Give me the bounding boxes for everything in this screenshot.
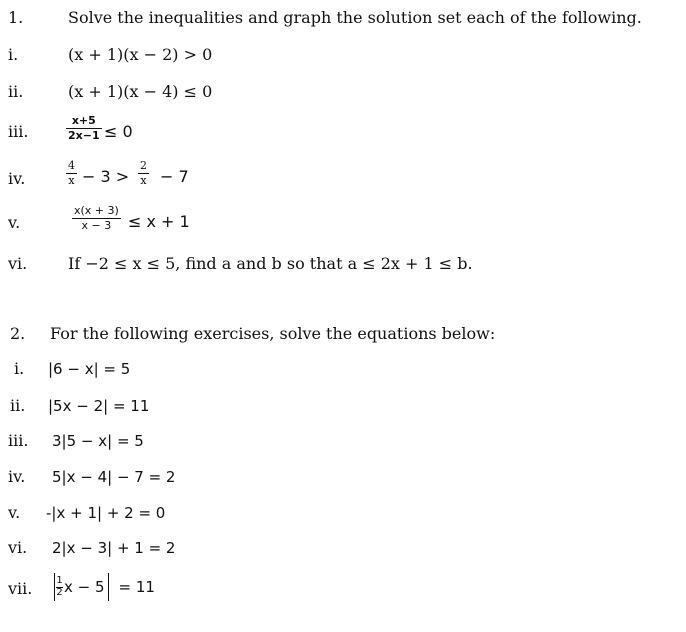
s2-item-label: vi.: [8, 538, 28, 557]
s1-item-rest: ≤ x + 1: [128, 212, 190, 231]
s2-item-equation: 3|5 − x| = 5: [52, 432, 144, 450]
fraction-denominator: x: [68, 174, 75, 188]
fraction: [66, 115, 102, 142]
fraction-denominator: x − 3: [81, 219, 112, 233]
s1-item-mid: − 3 >: [82, 167, 130, 186]
s2-item-equation: 5|x − 4| − 7 = 2: [52, 468, 176, 486]
s2-item-rest: = 11: [118, 578, 155, 596]
s1-item-expression: (x + 1)(x − 4) ≤ 0: [68, 82, 213, 101]
fraction-denominator: 2: [56, 586, 63, 598]
s1-item-label: i.: [8, 45, 19, 64]
fraction: [138, 160, 149, 187]
fraction-numerator: x+5: [71, 114, 96, 127]
abs-inner: x − 5: [64, 578, 105, 596]
section2-number: 2.: [10, 324, 26, 343]
s1-item-rest: ≤ 0: [104, 122, 133, 141]
s1-item-label: v.: [8, 213, 21, 232]
s2-item-label: i.: [14, 359, 25, 378]
s1-item-label: iv.: [8, 169, 26, 188]
s2-item-label: iv.: [8, 467, 26, 486]
fraction-numerator: 2: [140, 159, 147, 172]
s2-item-equation: [54, 570, 155, 604]
fraction-numerator: x(x + 3): [74, 204, 119, 217]
s1-item-label: vi.: [8, 254, 28, 273]
s2-item-equation: 2|x − 3| + 1 = 2: [52, 539, 176, 557]
fraction-numerator: 4: [68, 159, 75, 172]
s2-item-label: v.: [8, 503, 21, 522]
fraction-denominator: 2x−1: [68, 129, 100, 143]
s2-item-label: ii.: [10, 396, 26, 415]
fraction-numerator: 1: [56, 575, 63, 586]
s2-item-equation: |6 − x| = 5: [48, 360, 131, 378]
fraction-denominator: x: [140, 174, 147, 188]
fraction: [66, 160, 77, 187]
s2-item-equation: -|x + 1| + 2 = 0: [46, 504, 166, 522]
abs-bar-left: [54, 573, 55, 601]
section2-instruction: For the following exercises, solve the equations below:: [50, 324, 496, 343]
s1-item-expression: (x + 1)(x − 2) > 0: [68, 45, 213, 64]
s1-item-rest: − 7: [160, 167, 189, 186]
s2-item-label: vii.: [8, 579, 33, 598]
s1-item-label: iii.: [8, 122, 29, 141]
s2-item-label: iii.: [8, 431, 29, 450]
abs-bar-right: [108, 573, 109, 601]
fraction: [72, 205, 121, 232]
section1-instruction: Solve the inequalities and graph the solution set each of the following.: [68, 8, 642, 27]
s1-item-label: ii.: [8, 82, 24, 101]
s1-item-expression: If −2 ≤ x ≤ 5, find a and b so that a ≤ 2x + 1 ≤ b.: [68, 254, 473, 273]
s2-item-equation: |5x − 2| = 11: [48, 397, 150, 415]
section1-number: 1.: [8, 8, 24, 27]
fraction: [56, 576, 63, 598]
